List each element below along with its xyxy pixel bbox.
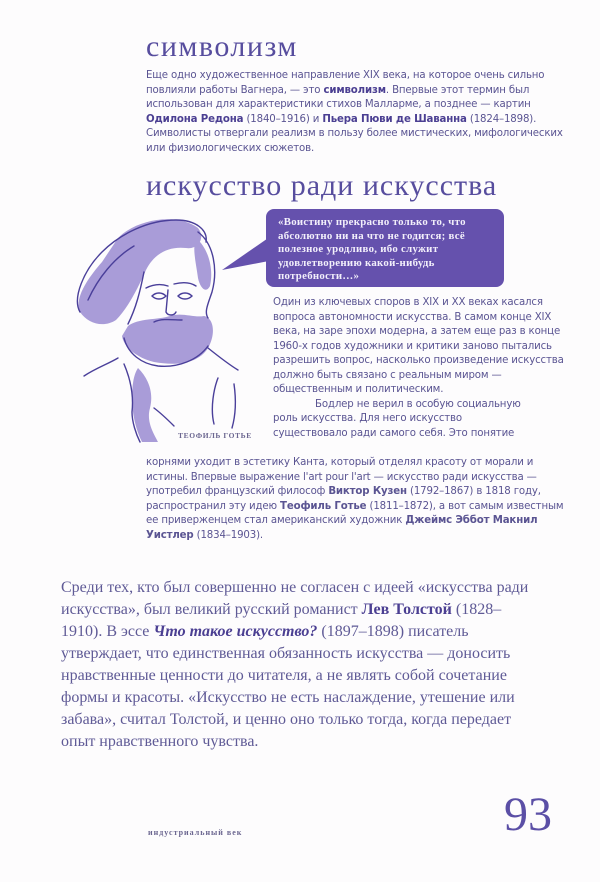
section-label: индустриальный век [148, 828, 243, 837]
paragraph-baudelaire-line-1: Бодлер не верил в особую социальную [315, 398, 521, 410]
paragraph-baudelaire-continued: корнями уходит в эстетику Канта, который отделял красоту от морали и истины. Впервые выражение l'art pour l'art — искусство ради искусства — употребил французский философ Виктор Кузен (1792–1867) в 1818 году, распространил эту идею Теофиль Готье (1811–1872), а вот самым известным ее приверженцем стал американский художник Джеймс Эббот Макнил Уистлер (1834–1903). [146, 457, 564, 541]
heading-symbolism: символизм [146, 30, 298, 63]
portrait-caption: ТЕОФИЛЬ ГОТЬЕ [178, 431, 252, 440]
paragraph-baudelaire-line-2: роль искусства. Для него искусство [273, 413, 462, 424]
paragraph-baudelaire-line-3: существовало ради самого себя. Это понятие [273, 427, 515, 439]
page-number: 93 [504, 788, 552, 841]
paragraph-autonomy [273, 296, 568, 441]
quote-speech-bubble: «Воистину прекрасно только то, что абсолютно ни на что не годится; всё полезное уродливо, ибо служит удовлетворению какой-нибудь потребности…» [266, 209, 504, 287]
heading-art-for-art: искусство ради искусства [146, 169, 498, 202]
paragraph-tolstoy: Среди тех, кто был совершенно не согласен с идеей «искусства ради искусства», был великий русский романист Лев Толстой (1828–1910). В эссе Что такое искусство? (1897–1898) писатель утверждает, что единственная обязанность искусства — доносить нравственные ценности до читателя, а не являть собой сочетание формы и красоты. «Искусство не есть наслаждение, утешение или забава», считал Толстой, и ценно оно только тогда, когда передает опыт нравственного чувства. [61, 579, 529, 750]
paragraph-symbolism: Еще одно художественное направление XIX века, на которое очень сильно повлияли работы Вагнера, — это символизм. Впервые этот термин был использован для характеристики стихов Малларме, а позднее — картин Одилона Редона (1840–1916) и Пьера Пюви де Шаванна (1824–1898). Символисты отвергали реализм в пользу более мистических, мифологических или физиологических сюжетов. [146, 70, 563, 154]
paragraph-autonomy-text: Один из ключевых споров в XIX и XX веках касался вопроса автономности искусства. В самом конце XIX века, на заре эпохи модерна, а затем еще раз в конце 1960-х годов художники и критики заново пытались разрешить вопрос, насколько произведение искусства должно быть связано с реальным миром — общественным и политическим. [273, 297, 564, 395]
